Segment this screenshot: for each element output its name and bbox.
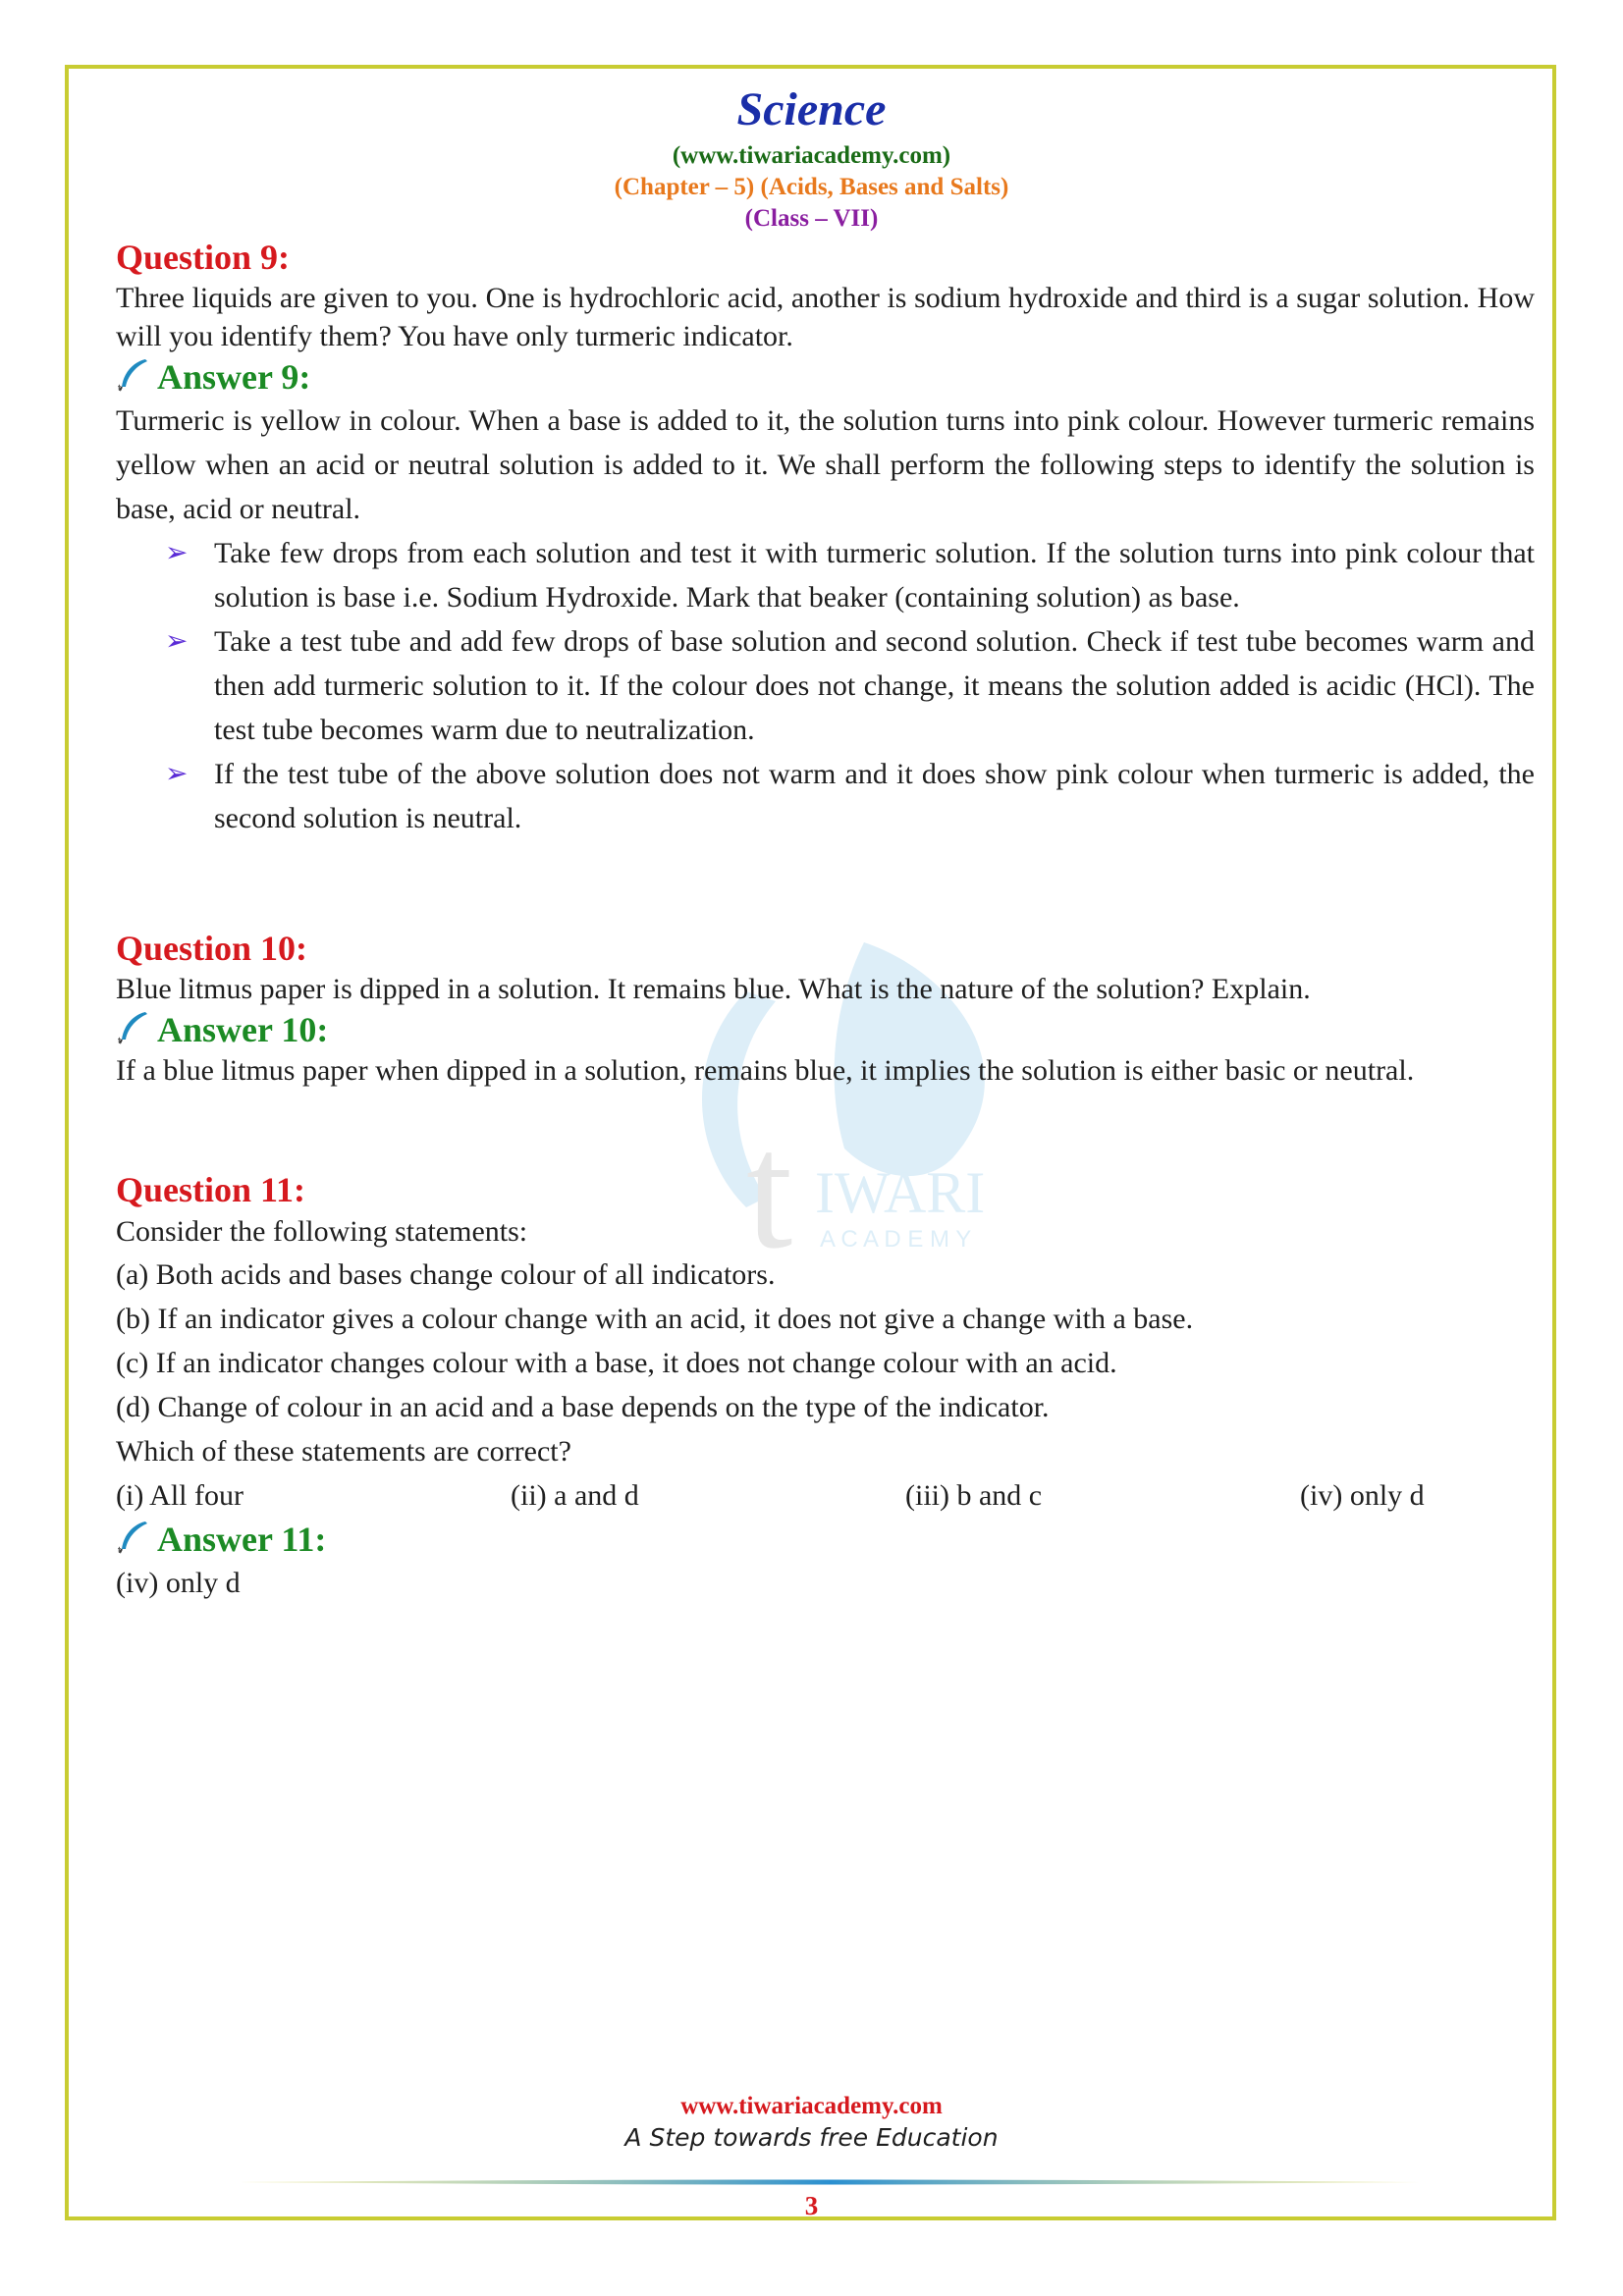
- page-header: [0, 79, 1623, 234]
- answer-10-text: If a blue litmus paper when dipped in a solution, remains blue, it implies the solution is either basic or neutral.: [116, 1054, 1415, 1087]
- question-11-block: [116, 1168, 1535, 1605]
- question-11-options: [116, 1473, 1535, 1518]
- page-number: 3: [804, 2191, 819, 2220]
- header-chapter: (Chapter – 5) (Acids, Bases and Salts): [614, 174, 1009, 200]
- watermark-text: IWARI: [815, 1160, 986, 1225]
- answer-11-heading: Answer 11:: [157, 1520, 327, 1559]
- step-text: If the test tube of the above solution does not warm and it does show pink colour when turmeric is added, the second solution is neutral.: [214, 758, 1535, 834]
- watermark-letter: t: [746, 1098, 793, 1283]
- page-footer: [0, 2091, 1623, 2154]
- header-class: (Class – VII): [744, 205, 879, 232]
- answer-9-heading-row: [116, 355, 1535, 399]
- statement-b: (b) If an indicator gives a colour change with an acid, it does not give a change with a base.: [116, 1303, 1194, 1335]
- statement-d: (d) Change of colour in an acid and a base depends on the type of the indicator.: [116, 1391, 1050, 1423]
- arrow-bullet-icon: ➢: [165, 626, 189, 657]
- option-iv: (iv) only d: [1300, 1479, 1425, 1512]
- question-9-block: [116, 236, 1535, 840]
- step-text: Take few drops from each solution and test it with turmeric solution. If the solution turns into pink colour that solution is base i.e. Sodium Hydroxide. Mark that beaker (containing solution) as base.: [214, 537, 1535, 614]
- footer-tagline: A Step towards free Education: [624, 2123, 999, 2152]
- option-i: (i) All four: [116, 1479, 243, 1512]
- footer-divider: [240, 2179, 1420, 2185]
- statement-c: (c) If an indicator changes colour with a base, it does not change colour with an acid.: [116, 1347, 1117, 1379]
- question-9-text: Three liquids are given to you. One is hydrochloric acid, another is sodium hydroxide and third is a sugar solution. How will you identify them? You have only turmeric indicator.: [116, 282, 1535, 352]
- header-url: (www.tiwariacademy.com): [672, 142, 951, 169]
- question-11-intro: Consider the following statements:: [116, 1215, 528, 1248]
- option-iii: (iii) b and c: [905, 1479, 1043, 1512]
- answer-10-heading-row: [116, 1008, 1535, 1051]
- step-text: Take a test tube and add few drops of base solution and second solution. Check if test tube becomes warm and then add turmeric solution to it. If the colour does not change, it means the solution added is acidic (HCl). The test tube becomes warm due to neutralization.: [214, 625, 1535, 746]
- option-ii: (ii) a and d: [511, 1479, 639, 1512]
- question-11-prompt: Which of these statements are correct?: [116, 1435, 571, 1468]
- question-9-heading: Question 9:: [116, 238, 291, 277]
- tiwari-quill-icon: [116, 1010, 151, 1045]
- list-item: [116, 531, 1535, 619]
- answer-10-heading: Answer 10:: [157, 1010, 329, 1049]
- page-title: Science: [736, 83, 887, 135]
- list-item: [116, 752, 1535, 840]
- answer-9-steps: [116, 531, 1535, 840]
- question-10-text: Blue litmus paper is dipped in a solution. It remains blue. What is the nature of the solution? Explain.: [116, 973, 1311, 1005]
- footer-url[interactable]: www.tiwariacademy.com: [680, 2093, 943, 2119]
- question-10-block: [116, 927, 1535, 1090]
- watermark-subtext: A C A D E M Y: [820, 1226, 972, 1253]
- answer-9-heading: Answer 9:: [157, 357, 311, 397]
- svg-text:t: t: [118, 383, 121, 393]
- statement-a: (a) Both acids and bases change colour of all indicators.: [116, 1258, 776, 1291]
- arrow-bullet-icon: ➢: [165, 538, 189, 568]
- tiwari-quill-icon: [116, 1520, 151, 1555]
- tiwari-quill-icon: [116, 357, 151, 393]
- svg-text:t: t: [118, 1545, 121, 1555]
- answer-11-text: (iv) only d: [116, 1567, 241, 1599]
- answer-9-intro: Turmeric is yellow in colour. When a base is added to it, the solution turns into pink colour. However turmeric remains yellow when an acid or neutral solution is added to it. We shall perform the following steps to identify the solution is base, acid or neutral.: [116, 404, 1535, 525]
- svg-text:t: t: [118, 1036, 121, 1045]
- answer-11-heading-row: [116, 1518, 1535, 1561]
- question-10-heading: Question 10:: [116, 929, 308, 968]
- list-item: [116, 619, 1535, 752]
- arrow-bullet-icon: ➢: [165, 759, 189, 789]
- question-11-heading: Question 11:: [116, 1170, 306, 1209]
